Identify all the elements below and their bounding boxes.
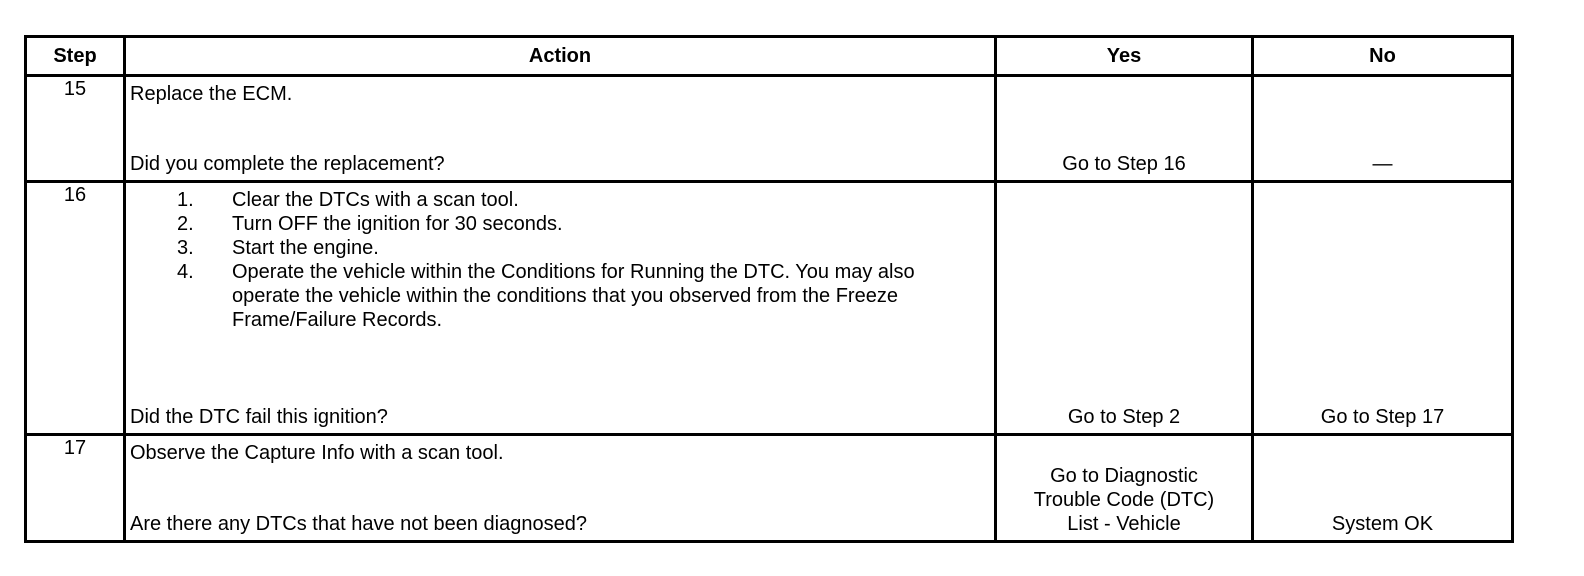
header-step: Step: [26, 37, 125, 76]
list-item-text: Start the engine.: [232, 237, 379, 259]
no-result: System OK: [1331, 513, 1434, 535]
list-item-number: 3.: [177, 237, 194, 259]
no-cell: [1253, 435, 1513, 542]
yes-result: Go to Step 2: [1067, 406, 1181, 428]
step-number: 15: [26, 76, 125, 182]
table-header-row: [26, 37, 1513, 76]
list-item: [130, 236, 990, 260]
action-cell: [125, 182, 996, 435]
list-item: [130, 260, 990, 332]
yes-cell: [996, 76, 1253, 182]
question-text: Are there any DTCs that have not been diagnosed?: [130, 513, 587, 535]
table-row: [26, 435, 1513, 542]
action-text: Observe the Capture Info with a scan tool.: [130, 442, 504, 464]
yes-result: [997, 464, 1251, 536]
action-text: Replace the ECM.: [130, 83, 293, 105]
header-action: Action: [125, 37, 996, 76]
no-cell: [1253, 182, 1513, 435]
procedure-list: [130, 188, 990, 332]
list-item-text: Operate the vehicle within the Conditions for Running the DTC. You may also operate the vehicle within the conditions that you observed from the Freeze Frame/Failure Records.: [232, 261, 915, 331]
no-result: Go to Step 17: [1320, 406, 1445, 428]
header-yes: Yes: [996, 37, 1253, 76]
list-item: [130, 212, 990, 236]
no-result: —: [1372, 153, 1393, 175]
yes-cell: [996, 435, 1253, 542]
list-item: [130, 188, 990, 212]
list-item-number: 2.: [177, 213, 194, 235]
list-item-text: Clear the DTCs with a scan tool.: [232, 189, 519, 211]
no-cell: [1253, 76, 1513, 182]
list-item-number: 1.: [177, 189, 194, 211]
table-row: [26, 182, 1513, 435]
yes-result: Go to Step 16: [1062, 153, 1186, 175]
step-number: 17: [26, 435, 125, 542]
yes-result-line: Trouble Code (DTC): [1033, 489, 1215, 511]
diagnostic-step-table: [24, 35, 1514, 543]
yes-cell: [996, 182, 1253, 435]
action-cell: [125, 435, 996, 542]
question-text: Did the DTC fail this ignition?: [130, 406, 388, 428]
list-item-text: Turn OFF the ignition for 30 seconds.: [232, 213, 563, 235]
question-text: Did you complete the replacement?: [130, 153, 445, 175]
step-number: 16: [26, 182, 125, 435]
list-item-number: 4.: [177, 261, 194, 283]
yes-result-line: Go to Diagnostic: [1050, 465, 1198, 487]
yes-result-line: List - Vehicle: [1067, 513, 1181, 535]
action-cell: [125, 76, 996, 182]
table-row: [26, 76, 1513, 182]
header-no: No: [1253, 37, 1513, 76]
